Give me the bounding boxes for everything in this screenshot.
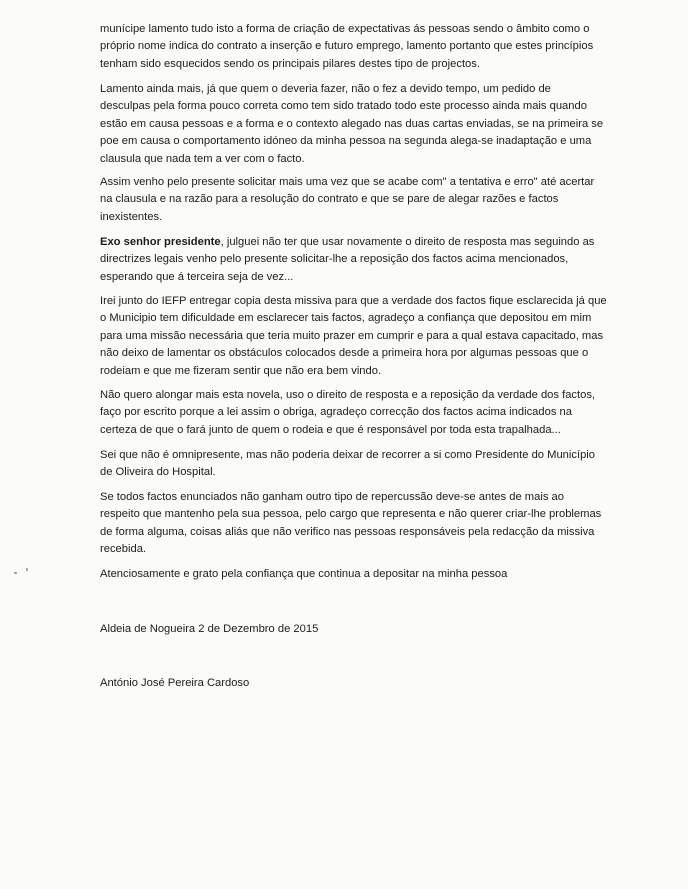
text-line: não deixo de lamentar os obstáculos colocados desde a primeira hora por algumas pessoas que o [100,347,589,360]
text-line: Não quero alongar mais esta novela, uso o direito de resposta e a reposição da verdade dos factos, [100,389,596,401]
scan-speck [14,572,17,574]
text-line: estão em causa pessoas e a forma e o contexto alegado nas duas cartas enviadas, se na primeira se [100,117,604,130]
paragraph-5 [100,293,607,380]
text-line: Lamento ainda mais, já que quem o deveria fazer, não o fez a devido tempo, um pedido de [100,83,551,95]
text-line: munícipe lamento tudo isto a forma de criação de expectativas ás pessoas sendo o âmbito como o [100,23,590,35]
text-fragment: julguei não ter que usar novamente o direito de resposta mas seguindo as [226,236,595,248]
text-line: clausula que nada tem a ver com o facto. [100,152,305,165]
paragraph-7 [100,447,595,482]
separator: , [220,236,227,248]
text-line: recebida. [100,543,147,556]
text-line: certeza de que o fará junto de quem o rodeia e que é responsável por toda esta trapalhada... [100,423,561,436]
paragraph-1 [100,21,593,73]
date-line: Aldeia de Nogueira 2 de Dezembro de 2015 [100,623,319,635]
text-line [100,234,594,251]
paragraph-6 [100,387,595,439]
text-line: próprio nome indica do contrato a inserção e futuro emprego, lamento portanto que estes princípios [100,40,594,53]
scan-speck [26,568,28,571]
salutation: Exo senhor presidente [100,236,221,248]
closing [100,566,507,583]
text-line: Atenciosamente e grato pela confiança que continua a depositar na minha pessoa [100,568,508,580]
text-line: Sei que não é omnipresente, mas não poderia deixar de recorrer a si como Presidente do Município [100,449,596,461]
text-line: de forma alguma, coisas aliás que não verifico nas pessoas responsáveis pela redacção da missiva [100,525,595,538]
text-line: para uma missão necessária que teria muito prazer em cumprir e para a qual estava capacitado, mas [100,329,604,342]
text-line: Assim venho pelo presente solicitar mais uma vez que se acabe com" a tentativa e erro" até acertar [100,176,595,188]
text-line: inexistentes. [100,210,163,223]
text-line: faço por escrito porque a lei assim o obriga, agradeço correcção dos factos acima indicados na [100,406,572,419]
text-line: na clausula e na razão para a resolução do contrato e que se pare de alegar razões e factos [100,193,559,206]
text-line: Se todos factos enunciados não ganham outro tipo de repercussão deve-se antes de mais ao [100,491,564,503]
text-line: esperando que á terceira seja de vez... [100,270,294,283]
paragraph-8 [100,489,601,559]
text-line: rodeiam e que me fizeram sentir que não era bem vindo. [100,364,382,377]
text-line: Irei junto do IEFP entregar copia desta missiva para que a verdade dos factos fique esclarecida já que [100,295,607,307]
text-line: desculpas pela forma pouco correta como tem sido tratado todo este processo ainda mais quando [100,100,587,113]
paragraph-2 [100,81,603,168]
text-line: de Oliveira do Hospital. [100,466,216,479]
signature-name: António José Pereira Cardoso [100,677,250,689]
text-line: o Municipio tem dificuldade em esclarecer tais factos, agradeço a confiança que depositou em mim [100,312,592,325]
paragraph-4 [100,234,594,286]
text-line: tenham sido esquecidos sendo os principais pilares destes tipo de projectos. [100,57,480,70]
text-line: poe em causa o comportamento idóneo da minha pessoa na segunda alega-se inadaptação e uma [100,135,592,148]
text-line: respeito que mantenho pela sua pessoa, pelo cargo que representa e não querer criar-lhe problemas [100,508,602,521]
paragraph-3 [100,174,594,226]
text-line: directrizes legais venho pelo presente solicitar-lhe a reposição dos factos acima mencionados, [100,253,569,266]
